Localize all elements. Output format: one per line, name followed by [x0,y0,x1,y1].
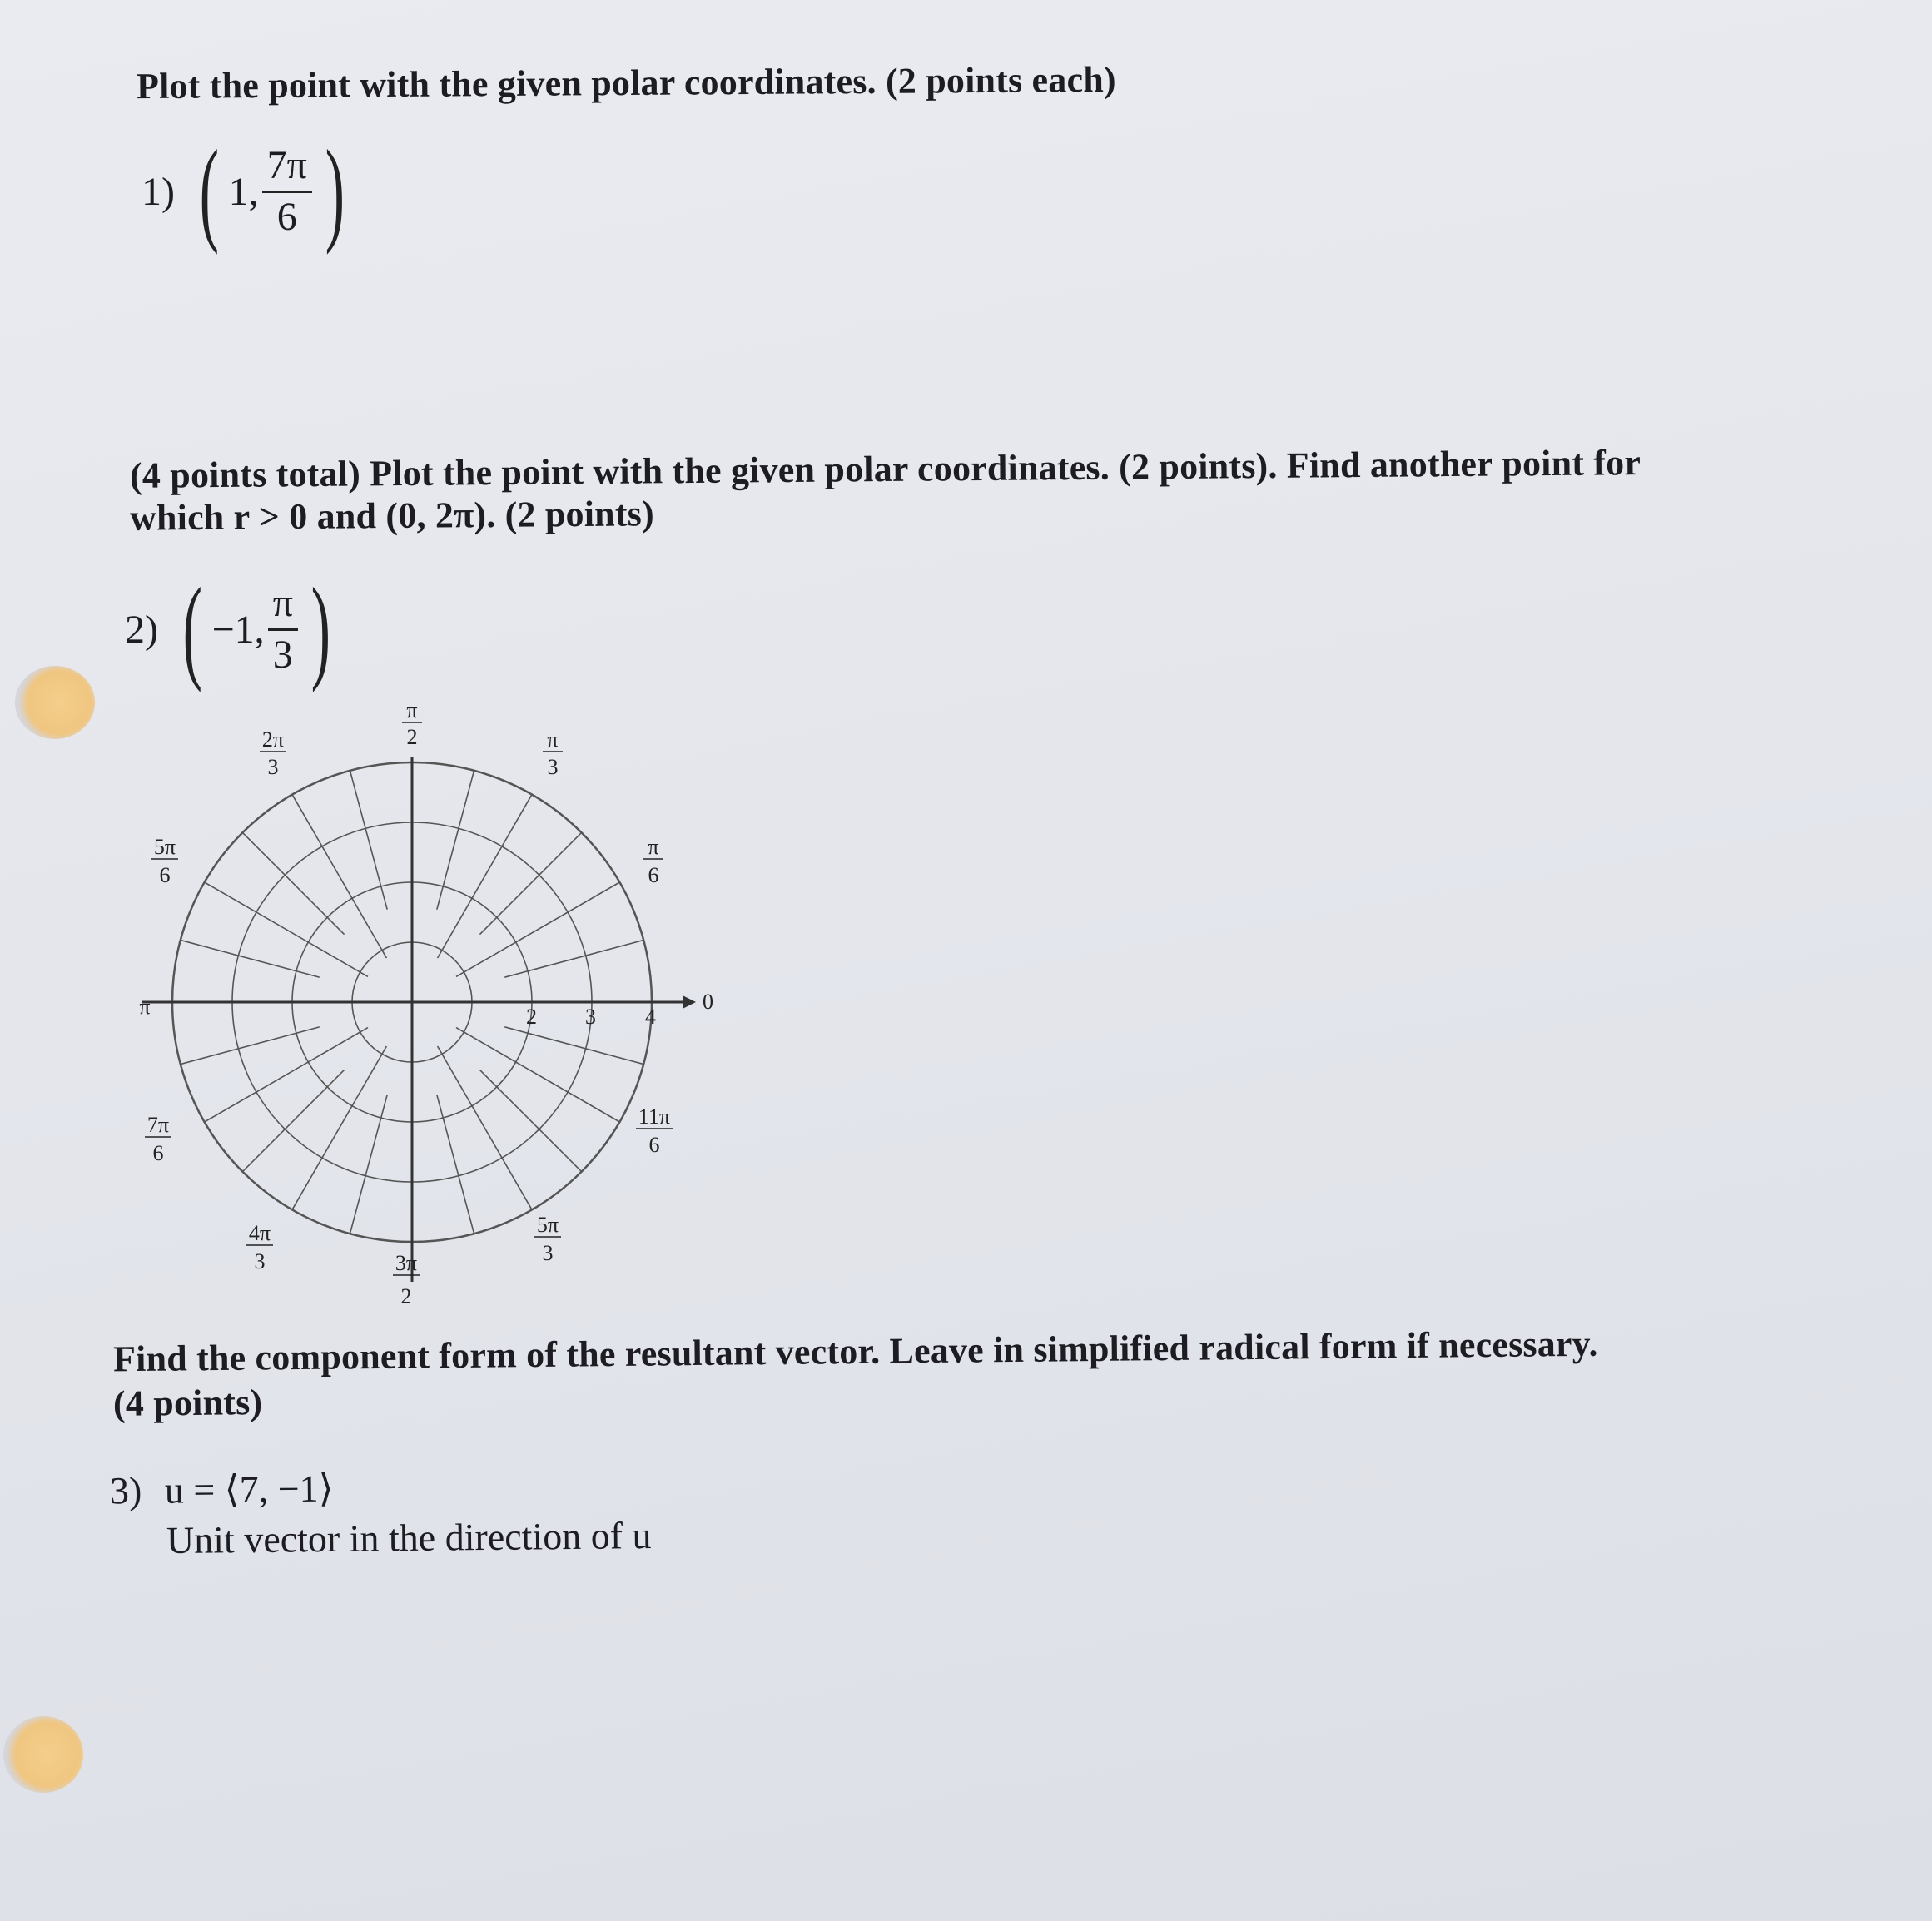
polar-spoke [479,1070,581,1171]
problem-1-theta-denominator: 6 [276,194,297,239]
svg-text:3: 3 [254,1249,266,1273]
problem-2-theta-denominator: 3 [272,632,293,677]
polar-spoke [456,1028,619,1122]
binder-hole-upper [15,666,95,739]
polar-spoke [242,832,344,934]
problem-3-vector: u = ⟨7, −1⟩ [164,1467,334,1511]
angle-label-pi: π [139,995,151,1019]
svg-text:π: π [406,698,418,722]
polar-spoke [292,795,386,958]
problem-1-theta-numerator: 7π [262,145,312,192]
problem-3-number: 3) [109,1469,142,1512]
polar-spoke [438,1046,532,1209]
svg-text:11π: 11π [638,1104,671,1129]
problem-3 [110,1466,334,1515]
angle-label-5pi-over-6 [151,835,178,887]
angle-label-pi-over-2 [402,698,422,749]
polar-spoke [205,882,368,976]
section2-instructions-line1: (4 points total) Plot the point with the given polar coordinates. (2 points). Find another point for [129,442,1641,496]
angle-label-2pi-over-3 [260,727,286,779]
problem-2 [125,564,340,693]
left-paren: ( [199,127,219,256]
svg-text:3: 3 [267,755,279,779]
svg-text:3: 3 [542,1241,554,1265]
section2-instructions-line2: which r > 0 and (0, 2π). (2 points) [129,493,655,539]
polar-axis-arrow [683,995,696,1009]
svg-text:2: 2 [406,725,418,749]
polar-spoke [456,882,619,976]
angle-label-4pi-over-3 [246,1221,273,1273]
polar-spoke [504,940,643,977]
problem-2-number: 2) [125,607,158,652]
svg-text:5π: 5π [153,835,176,859]
right-paren: ) [310,564,330,693]
section1-instructions: Plot the point with the given polar coordinates. (2 points each) [136,58,1116,107]
problem-2-r: −1, [211,607,265,652]
angle-label-7pi-over-6 [145,1113,171,1165]
svg-text:6: 6 [648,863,659,887]
polar-spoke [504,1027,643,1065]
angle-label-pi-over-6 [643,835,663,887]
left-paren: ( [182,564,202,693]
radius-label-3: 3 [585,1005,596,1029]
svg-text:2π: 2π [261,727,285,752]
svg-text:7π: 7π [147,1113,170,1137]
section3-instructions-line2: (4 points) [112,1382,263,1424]
polar-spoke [205,1028,368,1122]
binder-hole-lower [3,1716,83,1793]
svg-text:4π: 4π [248,1221,271,1245]
svg-text:π: π [648,835,659,859]
right-paren: ) [325,127,345,256]
polar-spoke [350,1095,387,1234]
problem-2-theta [268,583,298,676]
polar-spoke [479,832,581,934]
svg-text:6: 6 [648,1133,660,1157]
svg-text:π: π [547,727,559,752]
problem-1 [142,127,354,256]
svg-text:3π: 3π [395,1251,418,1275]
section3-instructions-line1: Find the component form of the resultant vector. Leave in simplified radical form if necessary. [112,1323,1598,1380]
radius-label-2: 2 [526,1005,537,1029]
polar-spoke [438,795,532,958]
polar-spoke [242,1070,344,1171]
polar-spoke [437,1095,474,1234]
problem-1-number: 1) [142,169,175,214]
problem-1-r: 1, [228,169,259,214]
svg-text:5π: 5π [536,1213,559,1237]
angle-label-3pi-over-2 [393,1251,420,1308]
angle-label-11pi-over-6 [636,1104,673,1157]
polar-spoke [350,771,387,910]
angle-label-5pi-over-3 [534,1213,561,1265]
problem-1-theta [262,145,312,238]
angle-label-zero: 0 [703,990,713,1014]
polar-spoke [437,771,474,910]
svg-text:3: 3 [547,755,559,779]
polar-spoke [292,1046,386,1209]
radius-label-4: 4 [645,1005,656,1029]
problem-3-subtext: Unit vector in the direction of u [166,1513,652,1562]
polar-grid[interactable] [117,691,749,1323]
svg-text:6: 6 [152,1141,164,1165]
polar-spoke [181,1027,320,1065]
problem-2-theta-numerator: π [268,583,298,630]
angle-label-pi-over-3 [543,727,563,779]
svg-text:2: 2 [400,1284,412,1308]
svg-text:6: 6 [159,863,171,887]
polar-spoke [181,940,320,977]
